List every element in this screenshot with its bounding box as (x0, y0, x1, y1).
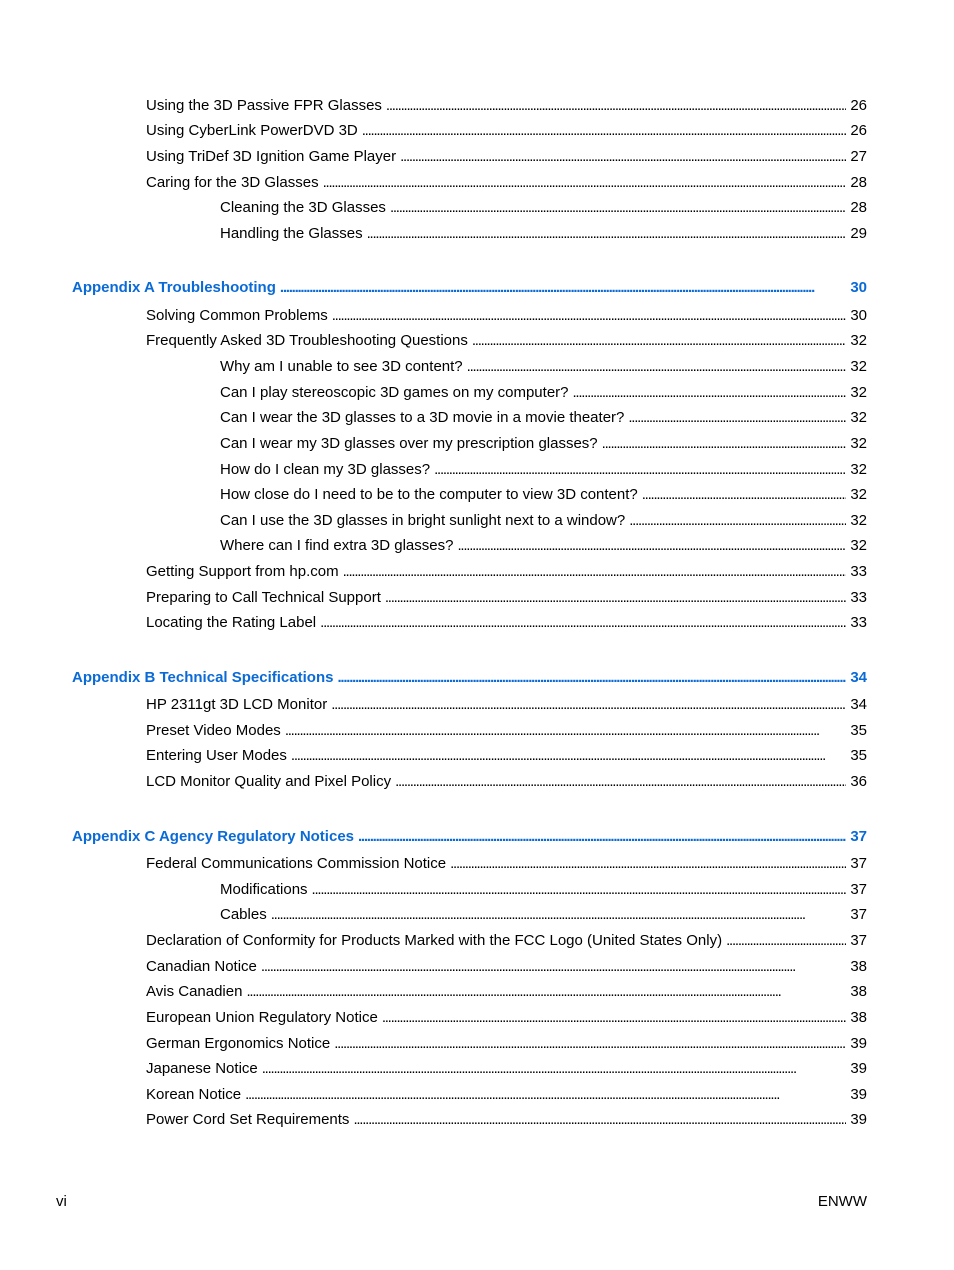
toc-entry-title: Using CyberLink PowerDVD 3D (146, 122, 358, 139)
toc-entry-title: Caring for the 3D Glasses (146, 174, 319, 191)
toc-entry-title: Declaration of Conformity for Products Marked with the FCC Logo (United States Only) (146, 932, 723, 949)
dot-leader (331, 695, 846, 715)
toc-entry-page: 36 (850, 773, 867, 790)
toc-entry-title: Can I wear the 3D glasses to a 3D movie in a movie theater? (220, 409, 625, 426)
toc-entry-page: 38 (850, 1009, 867, 1026)
toc-entry[interactable] (146, 1034, 867, 1054)
dot-leader (245, 1085, 846, 1105)
toc-entry-title: Preparing to Call Technical Support (146, 589, 381, 606)
dot-leader (332, 306, 847, 326)
toc-appendix-heading[interactable] (72, 668, 867, 688)
footer-page-number: vi (56, 1193, 67, 1210)
dot-leader (457, 536, 846, 556)
toc-entry-page: 32 (850, 435, 867, 452)
dot-leader (323, 173, 847, 193)
dot-leader (246, 982, 846, 1002)
toc-entry-title: Federal Communications Commission Notice (146, 855, 447, 872)
toc-entry-page: 26 (850, 122, 867, 139)
toc-entry-page: 37 (850, 855, 867, 872)
dot-leader (367, 224, 847, 244)
toc-entry[interactable] (146, 1085, 867, 1105)
toc-entry[interactable] (146, 1008, 867, 1028)
toc-entry-title: Cleaning the 3D Glasses (220, 199, 386, 216)
toc-entry[interactable] (220, 198, 867, 218)
dot-leader (334, 1034, 846, 1054)
toc-entry[interactable] (146, 173, 867, 193)
toc-entry-title: Can I use the 3D glasses in bright sunlight next to a window? (220, 512, 626, 529)
toc-entry[interactable] (146, 331, 867, 351)
toc-entry-page: 35 (850, 747, 867, 764)
toc-entry[interactable] (146, 957, 867, 977)
toc-entry-page: 32 (850, 486, 867, 503)
dot-leader (390, 198, 846, 218)
toc-entry-title: Frequently Asked 3D Troubleshooting Questions (146, 332, 468, 349)
toc-entry[interactable] (146, 613, 867, 633)
toc-entry-page: 34 (850, 669, 867, 686)
toc-entry-page: 32 (850, 461, 867, 478)
toc-entry[interactable] (146, 982, 867, 1002)
toc-entry-title: Why am I unable to see 3D content? (220, 358, 463, 375)
toc-entry[interactable] (220, 460, 867, 480)
dot-leader (382, 1008, 847, 1028)
toc-entry-page: 32 (850, 537, 867, 554)
toc-entry[interactable] (146, 147, 867, 167)
dot-leader (385, 588, 846, 608)
dot-leader (450, 854, 846, 874)
toc-entry[interactable] (146, 1059, 867, 1079)
toc-entry-page: 33 (850, 614, 867, 631)
toc-appendix-heading[interactable] (72, 827, 867, 847)
toc-entry-page: 37 (850, 906, 867, 923)
dot-leader (353, 1110, 846, 1130)
toc-entry[interactable] (146, 695, 867, 715)
toc-entry[interactable] (146, 746, 867, 766)
toc-entry-title: LCD Monitor Quality and Pixel Policy (146, 773, 392, 790)
toc-entry-title: Avis Canadien (146, 983, 243, 1000)
dot-leader (400, 147, 846, 167)
toc-entry-title: Can I wear my 3D glasses over my prescription glasses? (220, 435, 598, 452)
toc-entry-page: 35 (850, 722, 867, 739)
toc-entry-page: 28 (850, 174, 867, 191)
toc-entry-title: Preset Video Modes (146, 722, 281, 739)
toc-entry-title: Canadian Notice (146, 958, 257, 975)
toc-entry[interactable] (146, 772, 867, 792)
toc-entry-page: 32 (850, 384, 867, 401)
toc-entry[interactable] (146, 588, 867, 608)
toc-entry-title: Solving Common Problems (146, 307, 328, 324)
toc-entry-page: 27 (850, 148, 867, 165)
toc-entry[interactable] (220, 408, 867, 428)
dot-leader (628, 408, 846, 428)
toc-entry[interactable] (146, 562, 867, 582)
toc-entry-page: 32 (850, 358, 867, 375)
toc-entry-page: 38 (850, 958, 867, 975)
toc-entry-page: 29 (850, 225, 867, 242)
toc-entry-page: 32 (850, 409, 867, 426)
toc-entry-page: 33 (850, 589, 867, 606)
dot-leader (434, 460, 846, 480)
toc-entry-page: 37 (850, 828, 867, 845)
toc-entry-page: 39 (850, 1060, 867, 1077)
toc-entry[interactable] (220, 880, 867, 900)
toc-entry-title: Using the 3D Passive FPR Glasses (146, 97, 382, 114)
toc-entry-title: Japanese Notice (146, 1060, 258, 1077)
toc-entry-title: Korean Notice (146, 1086, 242, 1103)
dot-leader (629, 511, 846, 531)
toc-entry[interactable] (220, 485, 867, 505)
toc-entry-title: Modifications (220, 881, 308, 898)
toc-entry-page: 26 (850, 97, 867, 114)
toc-entry[interactable] (146, 121, 867, 141)
toc-entry-page: 32 (850, 332, 867, 349)
toc-entry-page: 30 (850, 307, 867, 324)
dot-leader (573, 383, 847, 403)
toc-entry-page: 39 (850, 1111, 867, 1128)
dot-leader (261, 957, 846, 977)
dot-leader (280, 278, 846, 298)
dot-leader (262, 1059, 847, 1079)
dot-leader (362, 121, 847, 141)
toc-entry-title: Power Cord Set Requirements (146, 1111, 350, 1128)
toc-entry-page: 34 (850, 696, 867, 713)
toc-entry[interactable] (220, 536, 867, 556)
toc-entry-title: Locating the Rating Label (146, 614, 317, 631)
toc-entry-page: 28 (850, 199, 867, 216)
toc-entry-page: 32 (850, 512, 867, 529)
toc-entry[interactable] (220, 511, 867, 531)
toc-entry-title: Appendix C Agency Regulatory Notices (72, 828, 354, 845)
footer-doc-code: ENWW (817, 1193, 867, 1210)
dot-leader (726, 931, 846, 951)
dot-leader (467, 357, 847, 377)
toc-entry[interactable] (146, 854, 867, 874)
toc-entry-title: Cables (220, 906, 267, 923)
dot-leader (395, 772, 846, 792)
toc-entry-title: European Union Regulatory Notice (146, 1009, 378, 1026)
toc-appendix-heading[interactable] (72, 278, 867, 298)
dot-leader (343, 562, 847, 582)
dot-leader (358, 827, 846, 847)
toc-entry-page: 39 (850, 1035, 867, 1052)
toc-entry-page: 33 (850, 563, 867, 580)
toc-entry[interactable] (220, 905, 867, 925)
dot-leader (386, 96, 846, 116)
toc-entry-title: Using TriDef 3D Ignition Game Player (146, 148, 397, 165)
toc-entry[interactable] (146, 96, 867, 116)
toc-entry-page: 38 (850, 983, 867, 1000)
toc-entry[interactable] (146, 306, 867, 326)
toc-entry-page: 37 (850, 932, 867, 949)
toc-entry-title: Appendix A Troubleshooting (72, 279, 276, 296)
toc-entry-title: Appendix B Technical Specifications (72, 669, 334, 686)
dot-leader (642, 485, 847, 505)
dot-leader (602, 434, 847, 454)
toc-entry[interactable] (220, 357, 867, 377)
toc-entry-page: 30 (850, 279, 867, 296)
toc-entry-title: How close do I need to be to the computer to view 3D content? (220, 486, 638, 503)
dot-leader (472, 331, 846, 351)
dot-leader (291, 746, 846, 766)
toc-entry[interactable] (146, 721, 867, 741)
dot-leader (312, 880, 847, 900)
toc-entry-title: Entering User Modes (146, 747, 287, 764)
dot-leader (337, 668, 846, 688)
toc-entry[interactable] (146, 931, 867, 951)
toc-entry-title: Handling the Glasses (220, 225, 363, 242)
toc-entry-title: HP 2311gt 3D LCD Monitor (146, 696, 328, 713)
toc-entry-title: Getting Support from hp.com (146, 563, 339, 580)
toc-entry[interactable] (220, 224, 867, 244)
toc-entry-page: 39 (850, 1086, 867, 1103)
toc-entry-title: Where can I find extra 3D glasses? (220, 537, 454, 554)
toc-entry[interactable] (220, 383, 867, 403)
toc-entry-title: How do I clean my 3D glasses? (220, 461, 431, 478)
dot-leader (320, 613, 846, 633)
toc-entry-title: German Ergonomics Notice (146, 1035, 331, 1052)
dot-leader (285, 721, 847, 741)
toc-entry[interactable] (220, 434, 867, 454)
dot-leader (271, 905, 847, 925)
toc-entry-title: Can I play stereoscopic 3D games on my computer? (220, 384, 569, 401)
toc-entry-page: 37 (850, 881, 867, 898)
toc-entry[interactable] (146, 1110, 867, 1130)
